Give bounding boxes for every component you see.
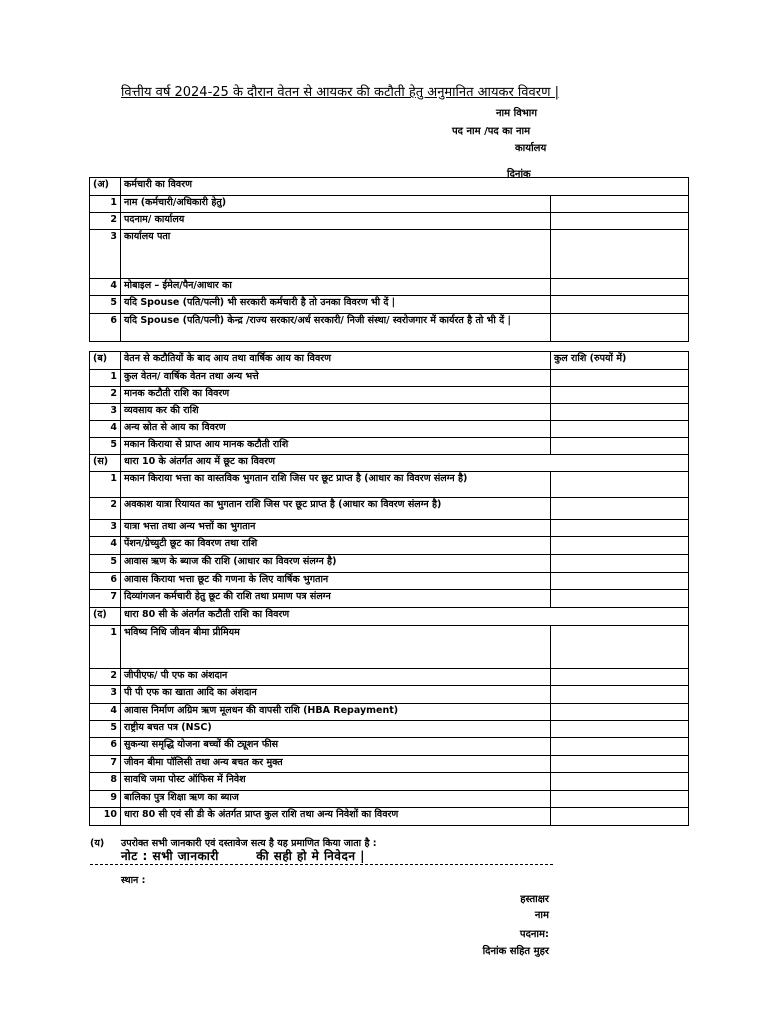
table-row: 3 कार्यालय पता bbox=[90, 230, 689, 279]
table-row: 2 मानक कटौती राशि का विवरण bbox=[90, 387, 689, 404]
value-cell[interactable] bbox=[551, 230, 689, 279]
document-title: वित्तीय वर्ष 2024-25 के दौरान वेतन से आयकर की कटौती हेतु अनुमानित आयकर विवरण | bbox=[121, 85, 559, 100]
amount-cell[interactable] bbox=[551, 704, 689, 721]
section-d-title: धारा 80 सी के अंतर्गत कटौती राशि का विवरण bbox=[121, 608, 689, 626]
amount-cell[interactable] bbox=[551, 791, 689, 808]
income-details-table bbox=[89, 351, 689, 826]
amount-cell[interactable] bbox=[551, 404, 689, 421]
amount-cell[interactable] bbox=[551, 686, 689, 704]
amount-cell[interactable] bbox=[551, 438, 689, 455]
table-row: 6 सुकन्या समृद्धि योजना बच्चों की ट्यूशन फीस bbox=[90, 738, 689, 756]
table-row: 5 मकान किराया से प्राप्त आय मानक कटौती राशि bbox=[90, 438, 689, 455]
amount-cell[interactable] bbox=[551, 590, 689, 608]
amount-cell[interactable] bbox=[551, 808, 689, 826]
table-row: 2 अवकाश यात्रा रियायत का भुगतान राशि जिस पर छूट प्राप्त है (आधार का विवरण संलग्न है) bbox=[90, 498, 689, 520]
amount-cell[interactable] bbox=[551, 537, 689, 555]
table-row: 5 राष्ट्रीय बचत पत्र (NSC) bbox=[90, 721, 689, 738]
notes-label: (य) bbox=[90, 838, 105, 849]
table-row: 10 धारा 80 सी एवं सी डी के अंतर्गत प्राप्त कुल राशि तथा अन्य निवेशों का विवरण bbox=[90, 808, 689, 826]
table-row: 6 आवास किराया भत्ता छूट की गणना के लिए वार्षिक भुगतान bbox=[90, 573, 689, 590]
amount-cell[interactable] bbox=[551, 472, 689, 498]
value-cell[interactable] bbox=[551, 213, 689, 230]
table-row: 2 जीपीएफ/ पी एफ का अंशदान bbox=[90, 669, 689, 686]
amount-cell[interactable] bbox=[551, 370, 689, 387]
amount-cell[interactable] bbox=[551, 387, 689, 404]
value-cell[interactable] bbox=[551, 196, 689, 213]
amount-cell[interactable] bbox=[551, 555, 689, 573]
amount-cell[interactable] bbox=[551, 756, 689, 773]
amount-cell[interactable] bbox=[551, 573, 689, 590]
table-row: 6 यदि Spouse (पति/पत्नी) केन्द्र /राज्य सरकार/अर्ध सरकारी/ निजी संस्था/ स्वरोजगार में कार्यरत है तो भी दें | bbox=[90, 314, 689, 342]
name-label: नाम bbox=[534, 910, 549, 921]
date-line: दिनांक bbox=[507, 169, 531, 180]
section-b-title: वेतन से कटौतियों के बाद आय तथा वार्षिक आय का विवरण bbox=[121, 352, 551, 370]
signature-label: हस्ताक्षर bbox=[520, 894, 549, 905]
amount-cell[interactable] bbox=[551, 721, 689, 738]
section-b-label: (ब) bbox=[90, 352, 121, 370]
table-row: 7 दिव्यांगजन कर्मचारी हेतु छूट की राशि तथा प्रमाण पत्र संलग्न bbox=[90, 590, 689, 608]
employee-details-table bbox=[89, 177, 689, 342]
office-line: कार्यालय bbox=[515, 143, 547, 154]
table-row: 1 कुल वेतन/ वार्षिक वेतन तथा अन्य भत्ते bbox=[90, 370, 689, 387]
designation-line: पद नाम /पद का नाम bbox=[452, 126, 531, 137]
table-row: 4 आवास निर्माण अग्रिम ऋण मूलधन की वापसी राशि (HBA Repayment) bbox=[90, 704, 689, 721]
value-cell[interactable] bbox=[551, 296, 689, 314]
section-c-title: धारा 10 के अंतर्गत आय में छूट का विवरण bbox=[121, 455, 689, 472]
dashed-divider bbox=[90, 864, 553, 865]
date-seal-label: दिनांक सहित मुहर bbox=[482, 946, 549, 957]
table-row: 1 नाम (कर्मचारी/अधिकारी हेतु) bbox=[90, 196, 689, 213]
section-a-label: (अ) bbox=[90, 178, 121, 196]
amount-header: कुल राशि (रुपयों में) bbox=[551, 352, 689, 370]
table-row: 3 यात्रा भत्ता तथा अन्य भत्तों का भुगतान bbox=[90, 520, 689, 537]
amount-cell[interactable] bbox=[551, 738, 689, 756]
place-label: स्थान : bbox=[121, 875, 146, 886]
note-text: नोट : सभी जानकारी की सही हो मे निवेदन | bbox=[121, 849, 366, 863]
table-row: 3 व्यवसाय कर की राशि bbox=[90, 404, 689, 421]
table-row: 1 भविष्य निधि जीवन बीमा प्रीमियम bbox=[90, 626, 689, 669]
department-line: नाम विभाग bbox=[496, 108, 538, 119]
designation-label: पदनाम: bbox=[519, 929, 549, 940]
amount-cell[interactable] bbox=[551, 498, 689, 520]
table-row: 7 जीवन बीमा पॉलिसी तथा अन्य बचत कर मुक्त bbox=[90, 756, 689, 773]
table-row: 1 मकान किराया भत्ता का वास्तविक भुगतान राशि जिस पर छूट प्राप्त है (आधार का विवरण संलग्न है) bbox=[90, 472, 689, 498]
section-d-label: (द) bbox=[90, 608, 121, 626]
table-row: 2 पदनाम/ कार्यालय bbox=[90, 213, 689, 230]
table-row: 4 मोबाइल – ईमेल/पैन/आधार का bbox=[90, 279, 689, 296]
section-a-title: कर्मचारी का विवरण bbox=[121, 178, 689, 196]
table-row: 4 अन्य स्रोत से आय का विवरण bbox=[90, 421, 689, 438]
section-c-label: (स) bbox=[90, 455, 121, 472]
amount-cell[interactable] bbox=[551, 520, 689, 537]
amount-cell[interactable] bbox=[551, 669, 689, 686]
table-row: 5 आवास ऋण के ब्याज की राशि (आधार का विवरण संलग्न है) bbox=[90, 555, 689, 573]
table-row: 8 सावधि जमा पोस्ट ऑफिस में निवेश bbox=[90, 773, 689, 791]
amount-cell[interactable] bbox=[551, 773, 689, 791]
table-row: 4 पेंशन/ग्रेच्युटी छूट का विवरण तथा राशि bbox=[90, 537, 689, 555]
certification-text: उपरोक्त सभी जानकारी एवं दस्तावेज सत्य है यह प्रमाणित किया जाता है : bbox=[121, 838, 377, 849]
table-row: 3 पी पी एफ का खाता आदि का अंशदान bbox=[90, 686, 689, 704]
amount-cell[interactable] bbox=[551, 626, 689, 669]
value-cell[interactable] bbox=[551, 314, 689, 342]
table-row: 9 बालिका पुत्र शिक्षा ऋण का ब्याज bbox=[90, 791, 689, 808]
amount-cell[interactable] bbox=[551, 421, 689, 438]
table-row: 5 यदि Spouse (पति/पत्नी) भी सरकारी कर्मचारी है तो उनका विवरण भी दें | bbox=[90, 296, 689, 314]
value-cell[interactable] bbox=[551, 279, 689, 296]
